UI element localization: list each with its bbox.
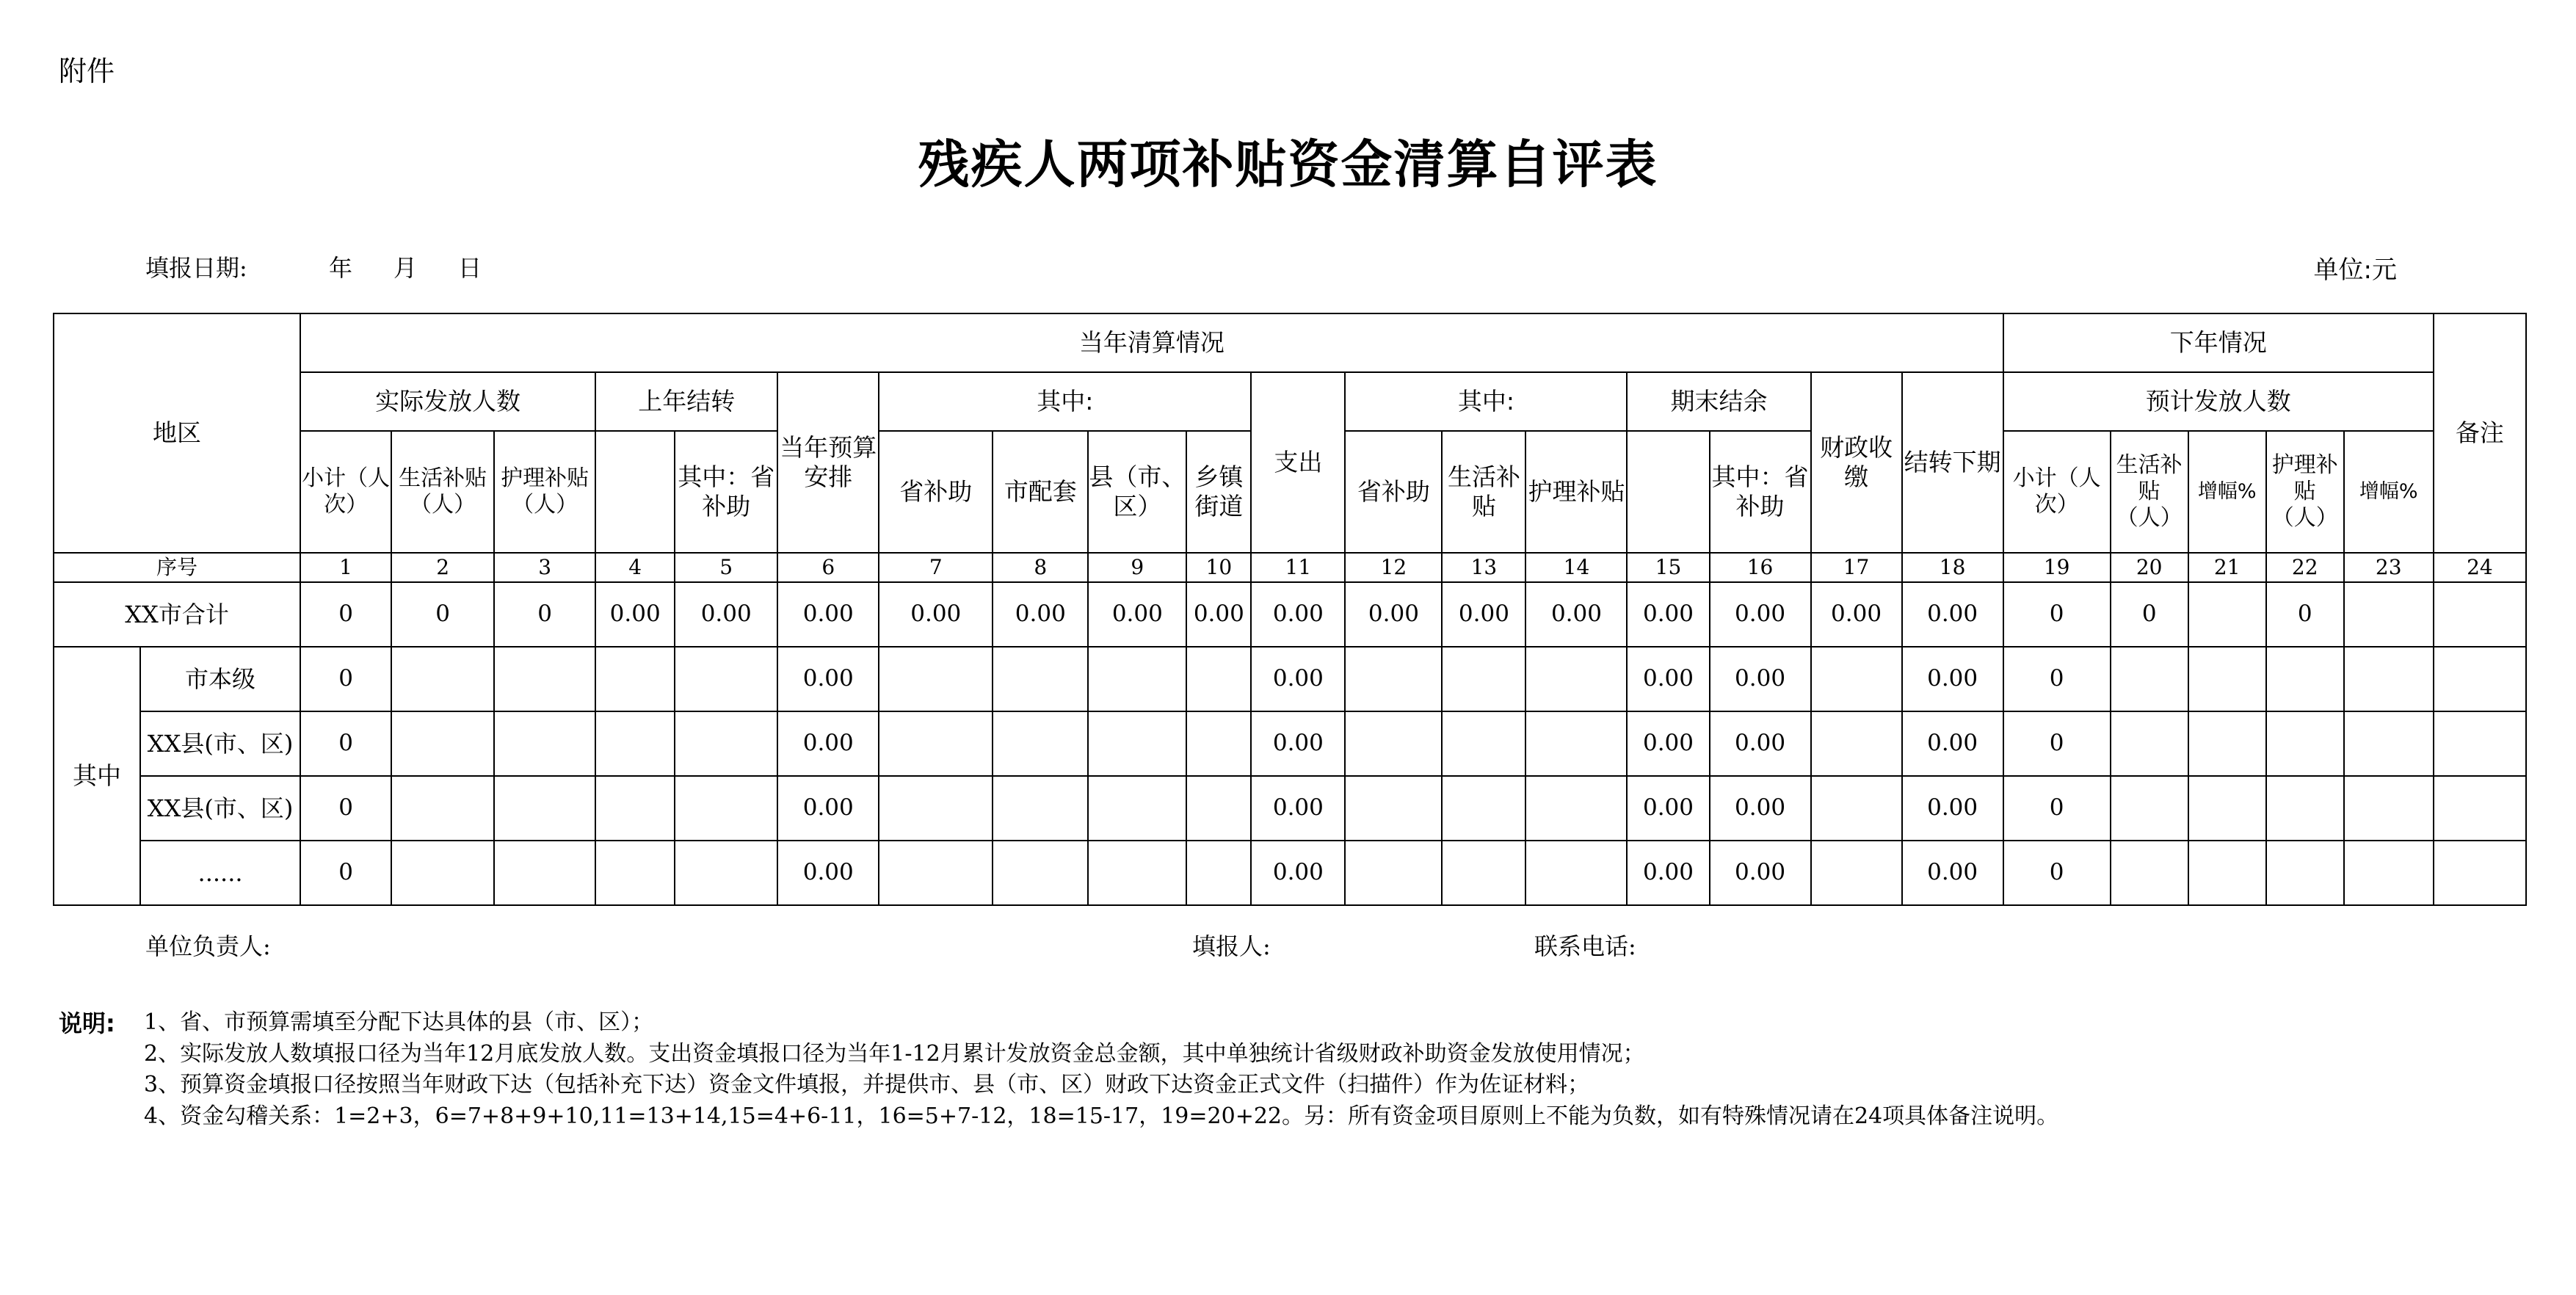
table-cell	[1811, 647, 1902, 711]
table-cell	[595, 841, 675, 905]
header-of-which-prov-subsidy-2: 其中：省补助	[1710, 431, 1811, 553]
table-cell: 0.00	[1627, 776, 1709, 841]
table-cell	[595, 776, 675, 841]
header-remarks: 备注	[2434, 313, 2526, 553]
notes-section	[59, 1007, 2058, 1132]
table-cell: 0.00	[993, 582, 1088, 647]
table-cell	[2111, 647, 2188, 711]
fill-date-month: 月	[393, 254, 418, 282]
page-title: 残疾人两项补贴资金清算自评表	[918, 134, 1658, 195]
table-cell: 0.00	[675, 582, 777, 647]
table-cell: 0.00	[1902, 711, 2003, 776]
table-cell: 0.00	[1251, 711, 1345, 776]
header-carry-next: 结转下期	[1902, 372, 2003, 553]
serial-number: 1	[300, 553, 391, 582]
table-cell	[1345, 841, 1442, 905]
table-cell: 0	[2003, 711, 2111, 776]
table-cell	[1442, 841, 1525, 905]
table-cell: 0.00	[1251, 841, 1345, 905]
header-county: 县（市、区）	[1088, 431, 1186, 553]
header-ending-balance-total	[1627, 431, 1709, 553]
table-cell	[494, 711, 595, 776]
footer-filler: 填报人:	[1192, 932, 1271, 960]
table-cell: 0	[2266, 582, 2344, 647]
serial-number: 4	[595, 553, 675, 582]
serial-number: 8	[993, 553, 1088, 582]
note-line: 3、预算资金填报口径按照当年财政下达（包括补充下达）资金文件填报，并提供市、县（市、区）财政下达资金正式文件（扫描件）作为佐证材料；	[144, 1072, 1590, 1098]
header-expenditure: 支出	[1251, 372, 1345, 553]
fill-date-day: 日	[458, 254, 482, 282]
note-line: 2、实际发放人数填报口径为当年12月底发放人数。支出资金填报口径为当年1-12月累计发放资金总金额，其中单独统计省级财政补助资金发放使用情况；	[144, 1040, 1645, 1067]
table-cell	[2111, 711, 2188, 776]
header-city-match: 市配套	[993, 431, 1088, 553]
table-cell	[1442, 776, 1525, 841]
header-increase-1: 增幅%	[2188, 431, 2266, 553]
table-cell	[1088, 776, 1186, 841]
table-cell	[1186, 647, 1251, 711]
region-name: 市本级	[140, 647, 300, 711]
table-cell	[2434, 711, 2526, 776]
table-cell	[391, 776, 494, 841]
table-cell	[1186, 711, 1251, 776]
table-cell: 0.00	[1710, 776, 1811, 841]
header-care-subsidy: 护理补贴	[1525, 431, 1627, 553]
table-cell	[1186, 776, 1251, 841]
table-cell	[2344, 841, 2434, 905]
serial-number: 16	[1710, 553, 1811, 582]
table-cell: 0.00	[777, 841, 879, 905]
table-cell	[675, 841, 777, 905]
table-cell	[391, 647, 494, 711]
table-cell: 0.00	[1902, 582, 2003, 647]
table-cell	[2266, 711, 2344, 776]
table-cell	[1088, 841, 1186, 905]
table-row	[54, 582, 2526, 647]
table-cell	[2111, 776, 2188, 841]
footer-phone: 联系电话:	[1534, 932, 1636, 960]
header-last-year-carry: 上年结转	[595, 372, 777, 431]
table-cell	[494, 841, 595, 905]
table-cell	[675, 776, 777, 841]
table-cell	[1525, 776, 1627, 841]
table-cell: 0.00	[1627, 647, 1709, 711]
table-cell	[879, 647, 993, 711]
settlement-table	[53, 313, 2527, 906]
table-cell	[1442, 711, 1525, 776]
table-cell	[2111, 841, 2188, 905]
serial-number: 5	[675, 553, 777, 582]
table-cell: 0.00	[1902, 776, 2003, 841]
table-cell: 0	[2003, 647, 2111, 711]
fill-date	[145, 250, 523, 283]
table-cell	[879, 776, 993, 841]
table-cell: 0.00	[1627, 582, 1709, 647]
table-cell	[1345, 776, 1442, 841]
table-cell: 0	[391, 582, 494, 647]
table-cell	[1811, 841, 1902, 905]
header-next-year: 下年情况	[2003, 313, 2434, 372]
serial-number: 2	[391, 553, 494, 582]
attachment-label: 附件	[59, 55, 115, 87]
table-cell	[993, 776, 1088, 841]
of-which-side-label: 其中	[54, 647, 140, 905]
table-cell	[2344, 711, 2434, 776]
table-cell	[879, 841, 993, 905]
header-prov-subsidy: 省补助	[879, 431, 993, 553]
table-cell	[2188, 711, 2266, 776]
table-cell	[675, 647, 777, 711]
note-line: 4、资金勾稽关系：1=2+3，6=7+8+9+10,11=13+14,15=4+6-11，16=5+7-12，18=15-17，19=20+22。另：所有资金项目原则上不能为负数，如有特殊情况请在24项具体备注说明。	[144, 1103, 2059, 1129]
table-cell: 0.00	[1902, 647, 2003, 711]
table-cell: 0.00	[777, 582, 879, 647]
footer-responsible: 单位负责人:	[145, 932, 271, 960]
table-cell: 0	[300, 776, 391, 841]
table-cell: 0	[2003, 582, 2111, 647]
table-cell	[1088, 647, 1186, 711]
table-cell	[2266, 841, 2344, 905]
header-of-which-prov-subsidy: 其中：省补助	[675, 431, 777, 553]
table-cell	[1525, 711, 1627, 776]
table-cell: 0.00	[1186, 582, 1251, 647]
header-ending-balance: 期末结余	[1627, 372, 1810, 431]
table-cell	[993, 711, 1088, 776]
table-cell	[2188, 841, 2266, 905]
serial-number: 6	[777, 553, 879, 582]
table-cell	[1525, 841, 1627, 905]
table-cell: 0	[300, 711, 391, 776]
table-cell	[391, 711, 494, 776]
header-expected-people: 预计发放人数	[2003, 372, 2434, 431]
table-cell: 0	[2111, 582, 2188, 647]
header-prov-subsidy-2: 省补助	[1345, 431, 1442, 553]
notes-label: 说明:	[59, 1009, 115, 1037]
table-cell	[1345, 647, 1442, 711]
serial-number: 12	[1345, 553, 1442, 582]
table-cell: 0.00	[1710, 647, 1811, 711]
table-cell: 0	[494, 582, 595, 647]
serial-number: 14	[1525, 553, 1627, 582]
header-township: 乡镇街道	[1186, 431, 1251, 553]
table-cell	[391, 841, 494, 905]
table-cell	[993, 841, 1088, 905]
table-row	[54, 711, 2526, 776]
table-cell: 0	[2003, 841, 2111, 905]
region-name: XX市合计	[54, 582, 300, 647]
header-living-subsidy-people: 生活补贴（人）	[391, 431, 494, 553]
serial-number: 19	[2003, 553, 2111, 582]
table-cell	[2266, 776, 2344, 841]
serial-number: 10	[1186, 553, 1251, 582]
header-next-subtotal: 小计（人次）	[2003, 431, 2111, 553]
table-cell: 0.00	[1902, 841, 2003, 905]
table-cell: 0.00	[879, 582, 993, 647]
table-cell: 0	[300, 582, 391, 647]
table-cell: 0.00	[1251, 582, 1345, 647]
table-row	[54, 647, 2526, 711]
table-cell	[879, 711, 993, 776]
fill-date-year: 年	[329, 254, 353, 282]
table-cell	[2344, 776, 2434, 841]
table-cell: 0.00	[1710, 582, 1811, 647]
table-cell: 0	[2003, 776, 2111, 841]
table-cell: 0.00	[595, 582, 675, 647]
header-last-year-carry-total	[595, 431, 675, 553]
serial-label: 序号	[54, 553, 300, 582]
table-cell	[993, 647, 1088, 711]
unit-label: 单位:元	[2313, 255, 2397, 285]
header-of-which-1: 其中:	[879, 372, 1251, 431]
serial-number: 22	[2266, 553, 2344, 582]
table-cell: 0.00	[1251, 647, 1345, 711]
table-cell	[1186, 841, 1251, 905]
header-care-subsidy-people: 护理补贴（人）	[494, 431, 595, 553]
table-cell	[1811, 711, 1902, 776]
region-name: ......	[140, 841, 300, 905]
note-line: 1、省、市预算需填至分配下达具体的县（市、区）；	[144, 1009, 654, 1035]
table-cell: 0.00	[1345, 582, 1442, 647]
table-cell: 0.00	[1442, 582, 1525, 647]
header-current-year: 当年清算情况	[300, 313, 2003, 372]
table-cell	[2188, 647, 2266, 711]
fill-date-label: 填报日期:	[145, 254, 247, 282]
region-name: XX县(市、区)	[140, 711, 300, 776]
table-cell: 0.00	[1088, 582, 1186, 647]
table-cell: 0.00	[777, 647, 879, 711]
table-cell	[494, 647, 595, 711]
table-cell	[595, 647, 675, 711]
serial-number: 13	[1442, 553, 1525, 582]
header-finance-return: 财政收缴	[1811, 372, 1902, 553]
table-cell	[1345, 711, 1442, 776]
table-row	[54, 776, 2526, 841]
header-living-subsidy: 生活补贴	[1442, 431, 1525, 553]
header-subtotal-times: 小计（人次）	[300, 431, 391, 553]
table-cell: 0.00	[1627, 711, 1709, 776]
table-cell: 0.00	[1251, 776, 1345, 841]
table-cell: 0.00	[1525, 582, 1627, 647]
serial-number: 17	[1811, 553, 1902, 582]
header-of-which-2: 其中:	[1345, 372, 1627, 431]
table-cell	[1088, 711, 1186, 776]
serial-number: 3	[494, 553, 595, 582]
table-cell: 0.00	[1627, 841, 1709, 905]
table-cell	[2266, 647, 2344, 711]
serial-number: 11	[1251, 553, 1345, 582]
table-cell	[494, 776, 595, 841]
table-cell	[2344, 582, 2434, 647]
region-name: XX县(市、区)	[140, 776, 300, 841]
serial-number: 20	[2111, 553, 2188, 582]
table-cell	[595, 711, 675, 776]
table-cell: 0.00	[1811, 582, 1902, 647]
serial-number: 18	[1902, 553, 2003, 582]
table-cell	[2434, 776, 2526, 841]
table-cell	[1442, 647, 1525, 711]
table-cell	[1525, 647, 1627, 711]
table-cell	[2434, 841, 2526, 905]
serial-number: 9	[1088, 553, 1186, 582]
table-cell	[2344, 647, 2434, 711]
header-actual-people: 实际发放人数	[300, 372, 595, 431]
header-increase-2: 增幅%	[2344, 431, 2434, 553]
header-next-living: 生活补贴（人）	[2111, 431, 2188, 553]
table-cell: 0.00	[777, 776, 879, 841]
header-region: 地区	[54, 313, 300, 553]
serial-number: 15	[1627, 553, 1709, 582]
serial-number: 7	[879, 553, 993, 582]
header-next-care: 护理补贴（人）	[2266, 431, 2344, 553]
table-cell	[2188, 582, 2266, 647]
table-cell	[2434, 582, 2526, 647]
table-cell: 0.00	[777, 711, 879, 776]
table-row	[54, 841, 2526, 905]
serial-number: 24	[2434, 553, 2526, 582]
table-cell: 0	[300, 841, 391, 905]
table-cell: 0.00	[1710, 711, 1811, 776]
serial-number: 21	[2188, 553, 2266, 582]
table-cell	[1811, 776, 1902, 841]
table-cell	[2434, 647, 2526, 711]
serial-number: 23	[2344, 553, 2434, 582]
table-cell: 0.00	[1710, 841, 1811, 905]
table-cell	[675, 711, 777, 776]
table-cell	[2188, 776, 2266, 841]
table-cell: 0	[300, 647, 391, 711]
header-current-budget: 当年预算安排	[777, 372, 879, 553]
